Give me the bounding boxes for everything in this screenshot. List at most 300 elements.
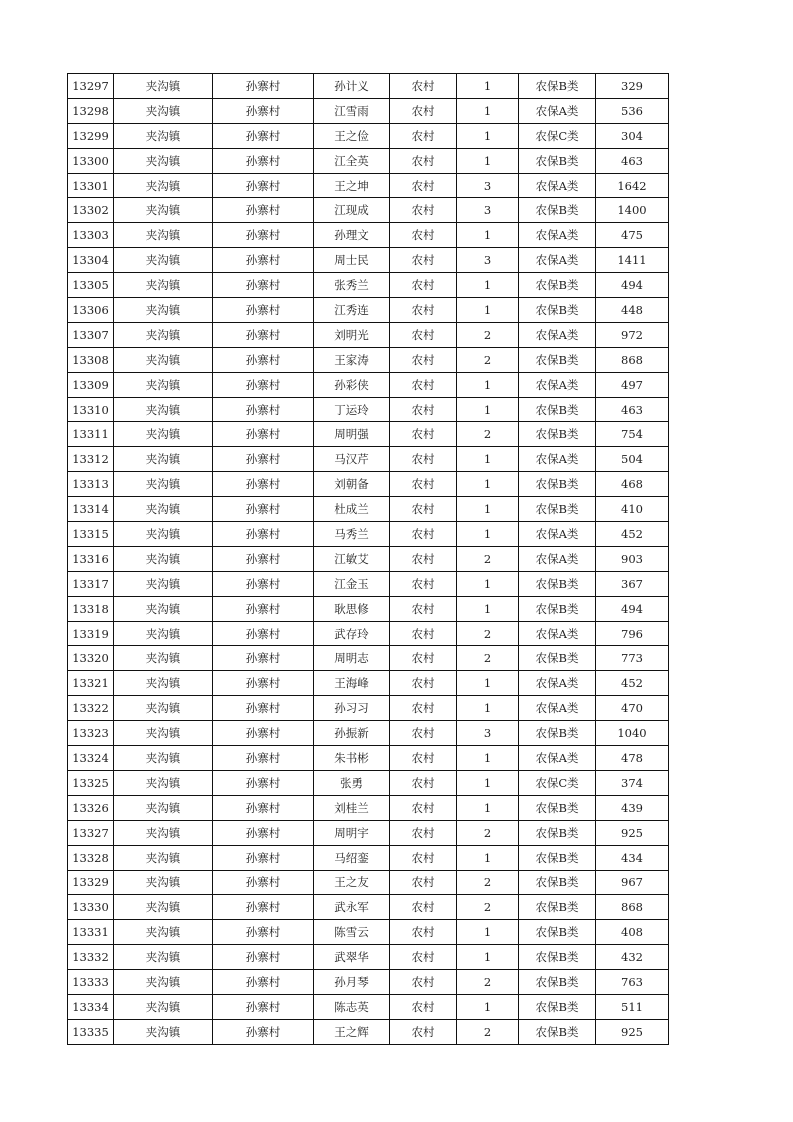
insurance-category-cell: 农保B类 xyxy=(519,74,596,99)
amount-cell: 967 xyxy=(596,870,669,895)
record-id-cell: 13322 xyxy=(68,696,114,721)
household-type-cell: 农村 xyxy=(390,546,457,571)
village-cell: 孙寨村 xyxy=(213,746,314,771)
town-cell: 夹沟镇 xyxy=(114,98,213,123)
person-name-cell: 孙振新 xyxy=(314,721,390,746)
insurance-category-cell: 农保B类 xyxy=(519,945,596,970)
table-row xyxy=(68,322,669,347)
insurance-category-cell: 农保B类 xyxy=(519,422,596,447)
member-count-cell: 1 xyxy=(457,372,519,397)
amount-cell: 773 xyxy=(596,646,669,671)
town-cell: 夹沟镇 xyxy=(114,123,213,148)
member-count-cell: 2 xyxy=(457,970,519,995)
village-cell: 孙寨村 xyxy=(213,173,314,198)
household-type-cell: 农村 xyxy=(390,596,457,621)
town-cell: 夹沟镇 xyxy=(114,148,213,173)
household-type-cell: 农村 xyxy=(390,497,457,522)
person-name-cell: 陈雪云 xyxy=(314,920,390,945)
household-type-cell: 农村 xyxy=(390,1019,457,1044)
village-cell: 孙寨村 xyxy=(213,721,314,746)
town-cell: 夹沟镇 xyxy=(114,770,213,795)
member-count-cell: 1 xyxy=(457,223,519,248)
insurance-category-cell: 农保B类 xyxy=(519,497,596,522)
town-cell: 夹沟镇 xyxy=(114,74,213,99)
village-cell: 孙寨村 xyxy=(213,646,314,671)
insurance-category-cell: 农保A类 xyxy=(519,322,596,347)
person-name-cell: 杜成兰 xyxy=(314,497,390,522)
person-name-cell: 孙彩侠 xyxy=(314,372,390,397)
village-cell: 孙寨村 xyxy=(213,198,314,223)
insurance-category-cell: 农保B类 xyxy=(519,198,596,223)
amount-cell: 470 xyxy=(596,696,669,721)
record-id-cell: 13315 xyxy=(68,522,114,547)
member-count-cell: 2 xyxy=(457,422,519,447)
table-row xyxy=(68,522,669,547)
record-id-cell: 13321 xyxy=(68,671,114,696)
town-cell: 夹沟镇 xyxy=(114,870,213,895)
table-row xyxy=(68,497,669,522)
person-name-cell: 周明强 xyxy=(314,422,390,447)
member-count-cell: 2 xyxy=(457,646,519,671)
person-name-cell: 王之辉 xyxy=(314,1019,390,1044)
table-row xyxy=(68,870,669,895)
person-name-cell: 马绍銮 xyxy=(314,845,390,870)
record-id-cell: 13307 xyxy=(68,322,114,347)
table-row xyxy=(68,696,669,721)
member-count-cell: 1 xyxy=(457,74,519,99)
household-type-cell: 农村 xyxy=(390,273,457,298)
village-cell: 孙寨村 xyxy=(213,870,314,895)
household-type-cell: 农村 xyxy=(390,447,457,472)
insurance-category-cell: 农保A类 xyxy=(519,621,596,646)
amount-cell: 1642 xyxy=(596,173,669,198)
member-count-cell: 1 xyxy=(457,397,519,422)
amount-cell: 463 xyxy=(596,148,669,173)
member-count-cell: 3 xyxy=(457,721,519,746)
amount-cell: 475 xyxy=(596,223,669,248)
village-cell: 孙寨村 xyxy=(213,920,314,945)
insurance-category-cell: 农保B类 xyxy=(519,298,596,323)
household-type-cell: 农村 xyxy=(390,198,457,223)
amount-cell: 511 xyxy=(596,994,669,1019)
member-count-cell: 1 xyxy=(457,746,519,771)
record-id-cell: 13327 xyxy=(68,820,114,845)
table-row xyxy=(68,472,669,497)
table-row xyxy=(68,173,669,198)
member-count-cell: 1 xyxy=(457,671,519,696)
insurance-category-cell: 农保A类 xyxy=(519,223,596,248)
record-id-cell: 13325 xyxy=(68,770,114,795)
household-type-cell: 农村 xyxy=(390,372,457,397)
table-row xyxy=(68,820,669,845)
member-count-cell: 1 xyxy=(457,522,519,547)
table-row xyxy=(68,845,669,870)
insurance-category-cell: 农保B类 xyxy=(519,970,596,995)
table-row xyxy=(68,646,669,671)
household-type-cell: 农村 xyxy=(390,721,457,746)
record-id-cell: 13297 xyxy=(68,74,114,99)
village-cell: 孙寨村 xyxy=(213,472,314,497)
village-cell: 孙寨村 xyxy=(213,322,314,347)
village-cell: 孙寨村 xyxy=(213,945,314,970)
records-table xyxy=(67,73,669,1045)
record-id-cell: 13304 xyxy=(68,248,114,273)
record-id-cell: 13318 xyxy=(68,596,114,621)
member-count-cell: 1 xyxy=(457,994,519,1019)
table-row xyxy=(68,571,669,596)
record-id-cell: 13312 xyxy=(68,447,114,472)
record-id-cell: 13316 xyxy=(68,546,114,571)
amount-cell: 868 xyxy=(596,347,669,372)
table-row xyxy=(68,671,669,696)
amount-cell: 796 xyxy=(596,621,669,646)
village-cell: 孙寨村 xyxy=(213,273,314,298)
insurance-category-cell: 农保B类 xyxy=(519,870,596,895)
record-id-cell: 13333 xyxy=(68,970,114,995)
record-id-cell: 13301 xyxy=(68,173,114,198)
table-row xyxy=(68,970,669,995)
town-cell: 夹沟镇 xyxy=(114,571,213,596)
village-cell: 孙寨村 xyxy=(213,1019,314,1044)
village-cell: 孙寨村 xyxy=(213,298,314,323)
person-name-cell: 武翠华 xyxy=(314,945,390,970)
amount-cell: 497 xyxy=(596,372,669,397)
amount-cell: 478 xyxy=(596,746,669,771)
village-cell: 孙寨村 xyxy=(213,895,314,920)
amount-cell: 1400 xyxy=(596,198,669,223)
record-id-cell: 13334 xyxy=(68,994,114,1019)
insurance-category-cell: 农保A类 xyxy=(519,372,596,397)
town-cell: 夹沟镇 xyxy=(114,671,213,696)
amount-cell: 410 xyxy=(596,497,669,522)
amount-cell: 972 xyxy=(596,322,669,347)
amount-cell: 304 xyxy=(596,123,669,148)
table-row xyxy=(68,795,669,820)
record-id-cell: 13309 xyxy=(68,372,114,397)
town-cell: 夹沟镇 xyxy=(114,422,213,447)
amount-cell: 452 xyxy=(596,671,669,696)
amount-cell: 448 xyxy=(596,298,669,323)
town-cell: 夹沟镇 xyxy=(114,795,213,820)
household-type-cell: 农村 xyxy=(390,472,457,497)
person-name-cell: 张勇 xyxy=(314,770,390,795)
person-name-cell: 朱书彬 xyxy=(314,746,390,771)
town-cell: 夹沟镇 xyxy=(114,945,213,970)
person-name-cell: 马秀兰 xyxy=(314,522,390,547)
insurance-category-cell: 农保A类 xyxy=(519,671,596,696)
person-name-cell: 张秀兰 xyxy=(314,273,390,298)
household-type-cell: 农村 xyxy=(390,696,457,721)
record-id-cell: 13303 xyxy=(68,223,114,248)
table-row xyxy=(68,994,669,1019)
village-cell: 孙寨村 xyxy=(213,223,314,248)
village-cell: 孙寨村 xyxy=(213,596,314,621)
insurance-category-cell: 农保B类 xyxy=(519,148,596,173)
insurance-category-cell: 农保B类 xyxy=(519,820,596,845)
record-id-cell: 13324 xyxy=(68,746,114,771)
member-count-cell: 1 xyxy=(457,770,519,795)
town-cell: 夹沟镇 xyxy=(114,621,213,646)
person-name-cell: 马汉芹 xyxy=(314,447,390,472)
person-name-cell: 江现成 xyxy=(314,198,390,223)
village-cell: 孙寨村 xyxy=(213,248,314,273)
member-count-cell: 2 xyxy=(457,1019,519,1044)
record-id-cell: 13319 xyxy=(68,621,114,646)
record-id-cell: 13323 xyxy=(68,721,114,746)
household-type-cell: 农村 xyxy=(390,770,457,795)
member-count-cell: 1 xyxy=(457,845,519,870)
amount-cell: 494 xyxy=(596,273,669,298)
town-cell: 夹沟镇 xyxy=(114,223,213,248)
member-count-cell: 3 xyxy=(457,198,519,223)
record-id-cell: 13320 xyxy=(68,646,114,671)
insurance-category-cell: 农保B类 xyxy=(519,571,596,596)
person-name-cell: 刘明光 xyxy=(314,322,390,347)
amount-cell: 868 xyxy=(596,895,669,920)
member-count-cell: 1 xyxy=(457,472,519,497)
household-type-cell: 农村 xyxy=(390,74,457,99)
town-cell: 夹沟镇 xyxy=(114,447,213,472)
town-cell: 夹沟镇 xyxy=(114,546,213,571)
table-row xyxy=(68,74,669,99)
table-row xyxy=(68,422,669,447)
amount-cell: 504 xyxy=(596,447,669,472)
town-cell: 夹沟镇 xyxy=(114,895,213,920)
member-count-cell: 2 xyxy=(457,546,519,571)
village-cell: 孙寨村 xyxy=(213,372,314,397)
table-row xyxy=(68,298,669,323)
amount-cell: 1411 xyxy=(596,248,669,273)
record-id-cell: 13326 xyxy=(68,795,114,820)
table-row xyxy=(68,945,669,970)
member-count-cell: 2 xyxy=(457,347,519,372)
town-cell: 夹沟镇 xyxy=(114,322,213,347)
insurance-category-cell: 农保A类 xyxy=(519,98,596,123)
town-cell: 夹沟镇 xyxy=(114,347,213,372)
member-count-cell: 1 xyxy=(457,273,519,298)
person-name-cell: 武存玲 xyxy=(314,621,390,646)
member-count-cell: 1 xyxy=(457,497,519,522)
table-row xyxy=(68,123,669,148)
table-row xyxy=(68,546,669,571)
insurance-category-cell: 农保B类 xyxy=(519,895,596,920)
record-id-cell: 13314 xyxy=(68,497,114,522)
town-cell: 夹沟镇 xyxy=(114,173,213,198)
person-name-cell: 周士民 xyxy=(314,248,390,273)
household-type-cell: 农村 xyxy=(390,522,457,547)
member-count-cell: 1 xyxy=(457,920,519,945)
record-id-cell: 13335 xyxy=(68,1019,114,1044)
person-name-cell: 武永军 xyxy=(314,895,390,920)
amount-cell: 439 xyxy=(596,795,669,820)
amount-cell: 408 xyxy=(596,920,669,945)
person-name-cell: 王之俭 xyxy=(314,123,390,148)
insurance-category-cell: 农保B类 xyxy=(519,1019,596,1044)
village-cell: 孙寨村 xyxy=(213,994,314,1019)
household-type-cell: 农村 xyxy=(390,173,457,198)
table-row xyxy=(68,746,669,771)
village-cell: 孙寨村 xyxy=(213,546,314,571)
person-name-cell: 王海峰 xyxy=(314,671,390,696)
person-name-cell: 王之坤 xyxy=(314,173,390,198)
village-cell: 孙寨村 xyxy=(213,74,314,99)
record-id-cell: 13310 xyxy=(68,397,114,422)
table-row xyxy=(68,621,669,646)
village-cell: 孙寨村 xyxy=(213,820,314,845)
insurance-category-cell: 农保B类 xyxy=(519,397,596,422)
amount-cell: 1040 xyxy=(596,721,669,746)
insurance-category-cell: 农保A类 xyxy=(519,746,596,771)
household-type-cell: 农村 xyxy=(390,870,457,895)
amount-cell: 763 xyxy=(596,970,669,995)
amount-cell: 754 xyxy=(596,422,669,447)
record-id-cell: 13331 xyxy=(68,920,114,945)
village-cell: 孙寨村 xyxy=(213,621,314,646)
record-id-cell: 13311 xyxy=(68,422,114,447)
amount-cell: 374 xyxy=(596,770,669,795)
insurance-category-cell: 农保C类 xyxy=(519,123,596,148)
town-cell: 夹沟镇 xyxy=(114,1019,213,1044)
insurance-category-cell: 农保B类 xyxy=(519,795,596,820)
village-cell: 孙寨村 xyxy=(213,970,314,995)
table-row xyxy=(68,920,669,945)
member-count-cell: 1 xyxy=(457,98,519,123)
household-type-cell: 农村 xyxy=(390,746,457,771)
member-count-cell: 1 xyxy=(457,795,519,820)
household-type-cell: 农村 xyxy=(390,895,457,920)
town-cell: 夹沟镇 xyxy=(114,920,213,945)
insurance-category-cell: 农保B类 xyxy=(519,920,596,945)
insurance-category-cell: 农保B类 xyxy=(519,845,596,870)
insurance-category-cell: 农保A类 xyxy=(519,173,596,198)
member-count-cell: 1 xyxy=(457,571,519,596)
town-cell: 夹沟镇 xyxy=(114,497,213,522)
record-id-cell: 13308 xyxy=(68,347,114,372)
village-cell: 孙寨村 xyxy=(213,571,314,596)
person-name-cell: 孙理文 xyxy=(314,223,390,248)
insurance-category-cell: 农保B类 xyxy=(519,596,596,621)
town-cell: 夹沟镇 xyxy=(114,970,213,995)
insurance-category-cell: 农保A类 xyxy=(519,696,596,721)
household-type-cell: 农村 xyxy=(390,422,457,447)
member-count-cell: 1 xyxy=(457,696,519,721)
village-cell: 孙寨村 xyxy=(213,397,314,422)
amount-cell: 434 xyxy=(596,845,669,870)
table-row xyxy=(68,273,669,298)
village-cell: 孙寨村 xyxy=(213,497,314,522)
table-body xyxy=(68,74,669,1045)
household-type-cell: 农村 xyxy=(390,322,457,347)
village-cell: 孙寨村 xyxy=(213,98,314,123)
member-count-cell: 2 xyxy=(457,621,519,646)
member-count-cell: 3 xyxy=(457,173,519,198)
member-count-cell: 2 xyxy=(457,322,519,347)
record-id-cell: 13305 xyxy=(68,273,114,298)
amount-cell: 432 xyxy=(596,945,669,970)
village-cell: 孙寨村 xyxy=(213,148,314,173)
person-name-cell: 江金玉 xyxy=(314,571,390,596)
household-type-cell: 农村 xyxy=(390,248,457,273)
household-type-cell: 农村 xyxy=(390,970,457,995)
member-count-cell: 1 xyxy=(457,945,519,970)
village-cell: 孙寨村 xyxy=(213,795,314,820)
town-cell: 夹沟镇 xyxy=(114,646,213,671)
town-cell: 夹沟镇 xyxy=(114,273,213,298)
amount-cell: 903 xyxy=(596,546,669,571)
village-cell: 孙寨村 xyxy=(213,123,314,148)
town-cell: 夹沟镇 xyxy=(114,248,213,273)
member-count-cell: 3 xyxy=(457,248,519,273)
person-name-cell: 丁运玲 xyxy=(314,397,390,422)
amount-cell: 329 xyxy=(596,74,669,99)
person-name-cell: 王之友 xyxy=(314,870,390,895)
record-id-cell: 13317 xyxy=(68,571,114,596)
village-cell: 孙寨村 xyxy=(213,522,314,547)
household-type-cell: 农村 xyxy=(390,994,457,1019)
member-count-cell: 1 xyxy=(457,148,519,173)
person-name-cell: 孙月琴 xyxy=(314,970,390,995)
insurance-category-cell: 农保B类 xyxy=(519,721,596,746)
household-type-cell: 农村 xyxy=(390,571,457,596)
household-type-cell: 农村 xyxy=(390,98,457,123)
table-row xyxy=(68,347,669,372)
town-cell: 夹沟镇 xyxy=(114,522,213,547)
table-row xyxy=(68,397,669,422)
amount-cell: 536 xyxy=(596,98,669,123)
person-name-cell: 江敏艾 xyxy=(314,546,390,571)
town-cell: 夹沟镇 xyxy=(114,994,213,1019)
member-count-cell: 1 xyxy=(457,298,519,323)
table-row xyxy=(68,98,669,123)
household-type-cell: 农村 xyxy=(390,945,457,970)
town-cell: 夹沟镇 xyxy=(114,845,213,870)
record-id-cell: 13299 xyxy=(68,123,114,148)
town-cell: 夹沟镇 xyxy=(114,397,213,422)
amount-cell: 925 xyxy=(596,1019,669,1044)
person-name-cell: 江全英 xyxy=(314,148,390,173)
table-row xyxy=(68,248,669,273)
household-type-cell: 农村 xyxy=(390,123,457,148)
insurance-category-cell: 农保B类 xyxy=(519,347,596,372)
town-cell: 夹沟镇 xyxy=(114,472,213,497)
town-cell: 夹沟镇 xyxy=(114,696,213,721)
table-row xyxy=(68,770,669,795)
town-cell: 夹沟镇 xyxy=(114,596,213,621)
record-id-cell: 13329 xyxy=(68,870,114,895)
person-name-cell: 陈志英 xyxy=(314,994,390,1019)
town-cell: 夹沟镇 xyxy=(114,746,213,771)
insurance-category-cell: 农保A类 xyxy=(519,248,596,273)
person-name-cell: 刘朝备 xyxy=(314,472,390,497)
household-type-cell: 农村 xyxy=(390,223,457,248)
insurance-category-cell: 农保B类 xyxy=(519,472,596,497)
person-name-cell: 周明宇 xyxy=(314,820,390,845)
village-cell: 孙寨村 xyxy=(213,770,314,795)
record-id-cell: 13306 xyxy=(68,298,114,323)
village-cell: 孙寨村 xyxy=(213,347,314,372)
town-cell: 夹沟镇 xyxy=(114,820,213,845)
person-name-cell: 周明志 xyxy=(314,646,390,671)
household-type-cell: 农村 xyxy=(390,397,457,422)
table-row xyxy=(68,223,669,248)
amount-cell: 494 xyxy=(596,596,669,621)
insurance-category-cell: 农保B类 xyxy=(519,273,596,298)
town-cell: 夹沟镇 xyxy=(114,372,213,397)
village-cell: 孙寨村 xyxy=(213,845,314,870)
insurance-category-cell: 农保A类 xyxy=(519,522,596,547)
table-row xyxy=(68,895,669,920)
insurance-category-cell: 农保A类 xyxy=(519,447,596,472)
